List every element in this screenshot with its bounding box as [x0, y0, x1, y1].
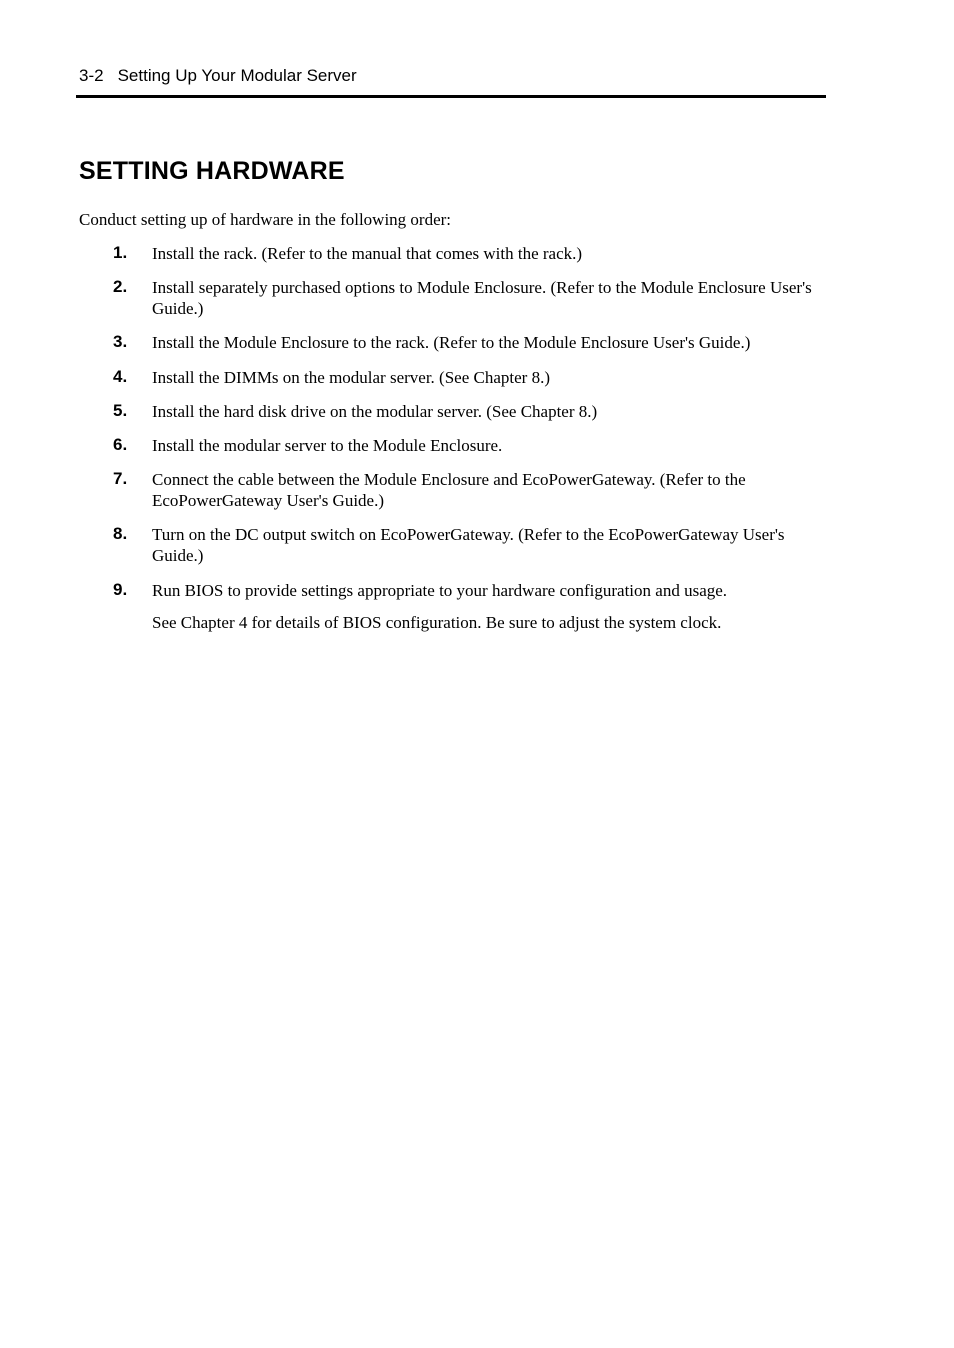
step-number: 2. [113, 277, 128, 296]
step-note: See Chapter 4 for details of BIOS configuration. Be sure to adjust the system clock. [152, 613, 722, 632]
step-number: 4. [113, 367, 128, 386]
header-divider [76, 95, 826, 98]
step-number: 8. [113, 524, 128, 543]
step-number: 5. [113, 401, 128, 420]
step-number: 9. [113, 580, 128, 599]
page-number: 3-2 [79, 66, 104, 85]
step-number: 6. [113, 435, 128, 454]
step-text: Install the hard disk drive on the modular server. (See Chapter 8.) [152, 402, 598, 421]
intro-text: Conduct setting up of hardware in the following order: [79, 210, 452, 229]
step-text: Install the DIMMs on the modular server. (See Chapter 8.) [152, 368, 550, 387]
section-title: SETTING HARDWARE [79, 157, 345, 185]
step-text: Install separately purchased options to Module Enclosure. (Refer to the Module Enclosure User's Guide.) [152, 278, 812, 318]
step-number: 3. [113, 332, 128, 351]
chapter-title: Setting Up Your Modular Server [117, 66, 357, 85]
step-text: Install the Module Enclosure to the rack. (Refer to the Module Enclosure User's Guide.) [152, 333, 751, 352]
page-header [79, 66, 357, 86]
step-text: Run BIOS to provide settings appropriate to your hardware configuration and usage. [152, 581, 728, 600]
step-text: Install the rack. (Refer to the manual that comes with the rack.) [152, 244, 583, 263]
step-number: 7. [113, 469, 128, 488]
step-text: Connect the cable between the Module Enclosure and EcoPowerGateway. (Refer to the EcoPowerGateway User's Guide.) [152, 470, 746, 510]
step-number: 1. [113, 243, 128, 262]
step-text: Turn on the DC output switch on EcoPowerGateway. (Refer to the EcoPowerGateway User's Guide.) [152, 525, 785, 565]
step-text: Install the modular server to the Module Enclosure. [152, 436, 503, 455]
